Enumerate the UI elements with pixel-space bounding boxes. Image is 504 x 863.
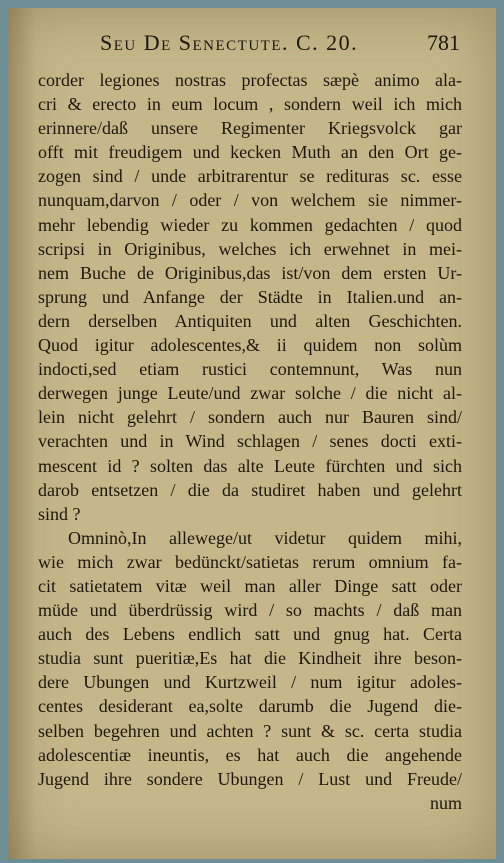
text-line: erinnere/daß unsere Regimenter Kriegsvolck gar — [38, 118, 462, 139]
text-line: nunquam,darvon / oder / von welchem sie nimmer- — [38, 190, 462, 211]
text-line: offt mit freudigem und kecken Muth an den Ort ge- — [38, 142, 462, 163]
text-line: Quod igitur adolescentes,& ii quidem non solùm — [38, 335, 462, 356]
text-line: indocti,sed etiam rustici contemnunt, Was nun — [38, 359, 462, 380]
text-line: müde und überdrüssig wird / so machts / daß man — [38, 600, 462, 621]
book-page — [8, 8, 496, 859]
paragraph-first-line: Omninò,In allewege/ut videtur quidem mihi, — [68, 527, 462, 548]
text-line: sprung und Anfange der Städte in Italien.und an- — [38, 286, 462, 307]
page-header — [8, 30, 496, 60]
text-line: nem Buche de Originibus,das ist/von dem ersten Ur- — [38, 262, 462, 283]
text-line: selben begehren und achten ? sunt & sc. certa studia — [38, 720, 462, 741]
text-line: dern derselben Antiquiten und alten Geschichten. — [38, 310, 462, 331]
text-line: scripsi in Originibus, welches ich erwehnet in mei- — [38, 238, 462, 259]
text-line: zogen sind / unde arbitrarentur se redituras sc. esse — [38, 166, 462, 187]
text-line: sind ? — [38, 503, 81, 524]
text-line: cit satietatem vitæ weil man aller Dinge satt oder — [38, 575, 462, 596]
text-line: derwegen junge Leute/und zwar solche / die nicht al- — [38, 383, 462, 404]
text-line: corder legiones nostras profectas sæpè animo ala- — [38, 70, 462, 90]
page-number: 781 — [427, 30, 460, 55]
text-line: wie mich zwar bedünckt/satietas rerum omnium fa- — [38, 551, 462, 572]
text-line: auch des Lebens endlich satt und gnug hat. Certa — [38, 624, 462, 645]
text-line: studia sunt pueritiæ,Es hat die Kindheit ihre beson- — [38, 648, 462, 669]
text-line: centes desiderant ea,solte darumb die Jugend die- — [38, 696, 462, 717]
text-line: adolescentiæ ineuntis, es hat auch die angehende — [38, 744, 462, 765]
text-line: dere Ubungen und Kurtzweil / num igitur adoles- — [38, 672, 462, 693]
catchword: num — [429, 792, 462, 813]
text-line: lein nicht gelehrt / sondern auch nur Bauren sind/ — [38, 407, 462, 428]
text-line: mescent id ? solten das alte Leute fürchten und sich — [38, 455, 462, 476]
text-line: verachten und in Wind schlagen / senes docti exti- — [38, 431, 462, 452]
text-line: Jugend ihre sondere Ubungen / Lust und Freude/ — [38, 768, 462, 789]
body-text — [38, 68, 462, 815]
text-line: mehr lebendig wieder zu kommen gedachten / quod — [38, 214, 462, 235]
text-line: darob entsetzen / die da studiret haben und gelehrt — [38, 479, 462, 500]
running-title: Seu De Senectute. C. 20. — [100, 30, 359, 55]
text-line: cri & erecto in eum locum , sondern weil ich mich — [38, 94, 462, 115]
